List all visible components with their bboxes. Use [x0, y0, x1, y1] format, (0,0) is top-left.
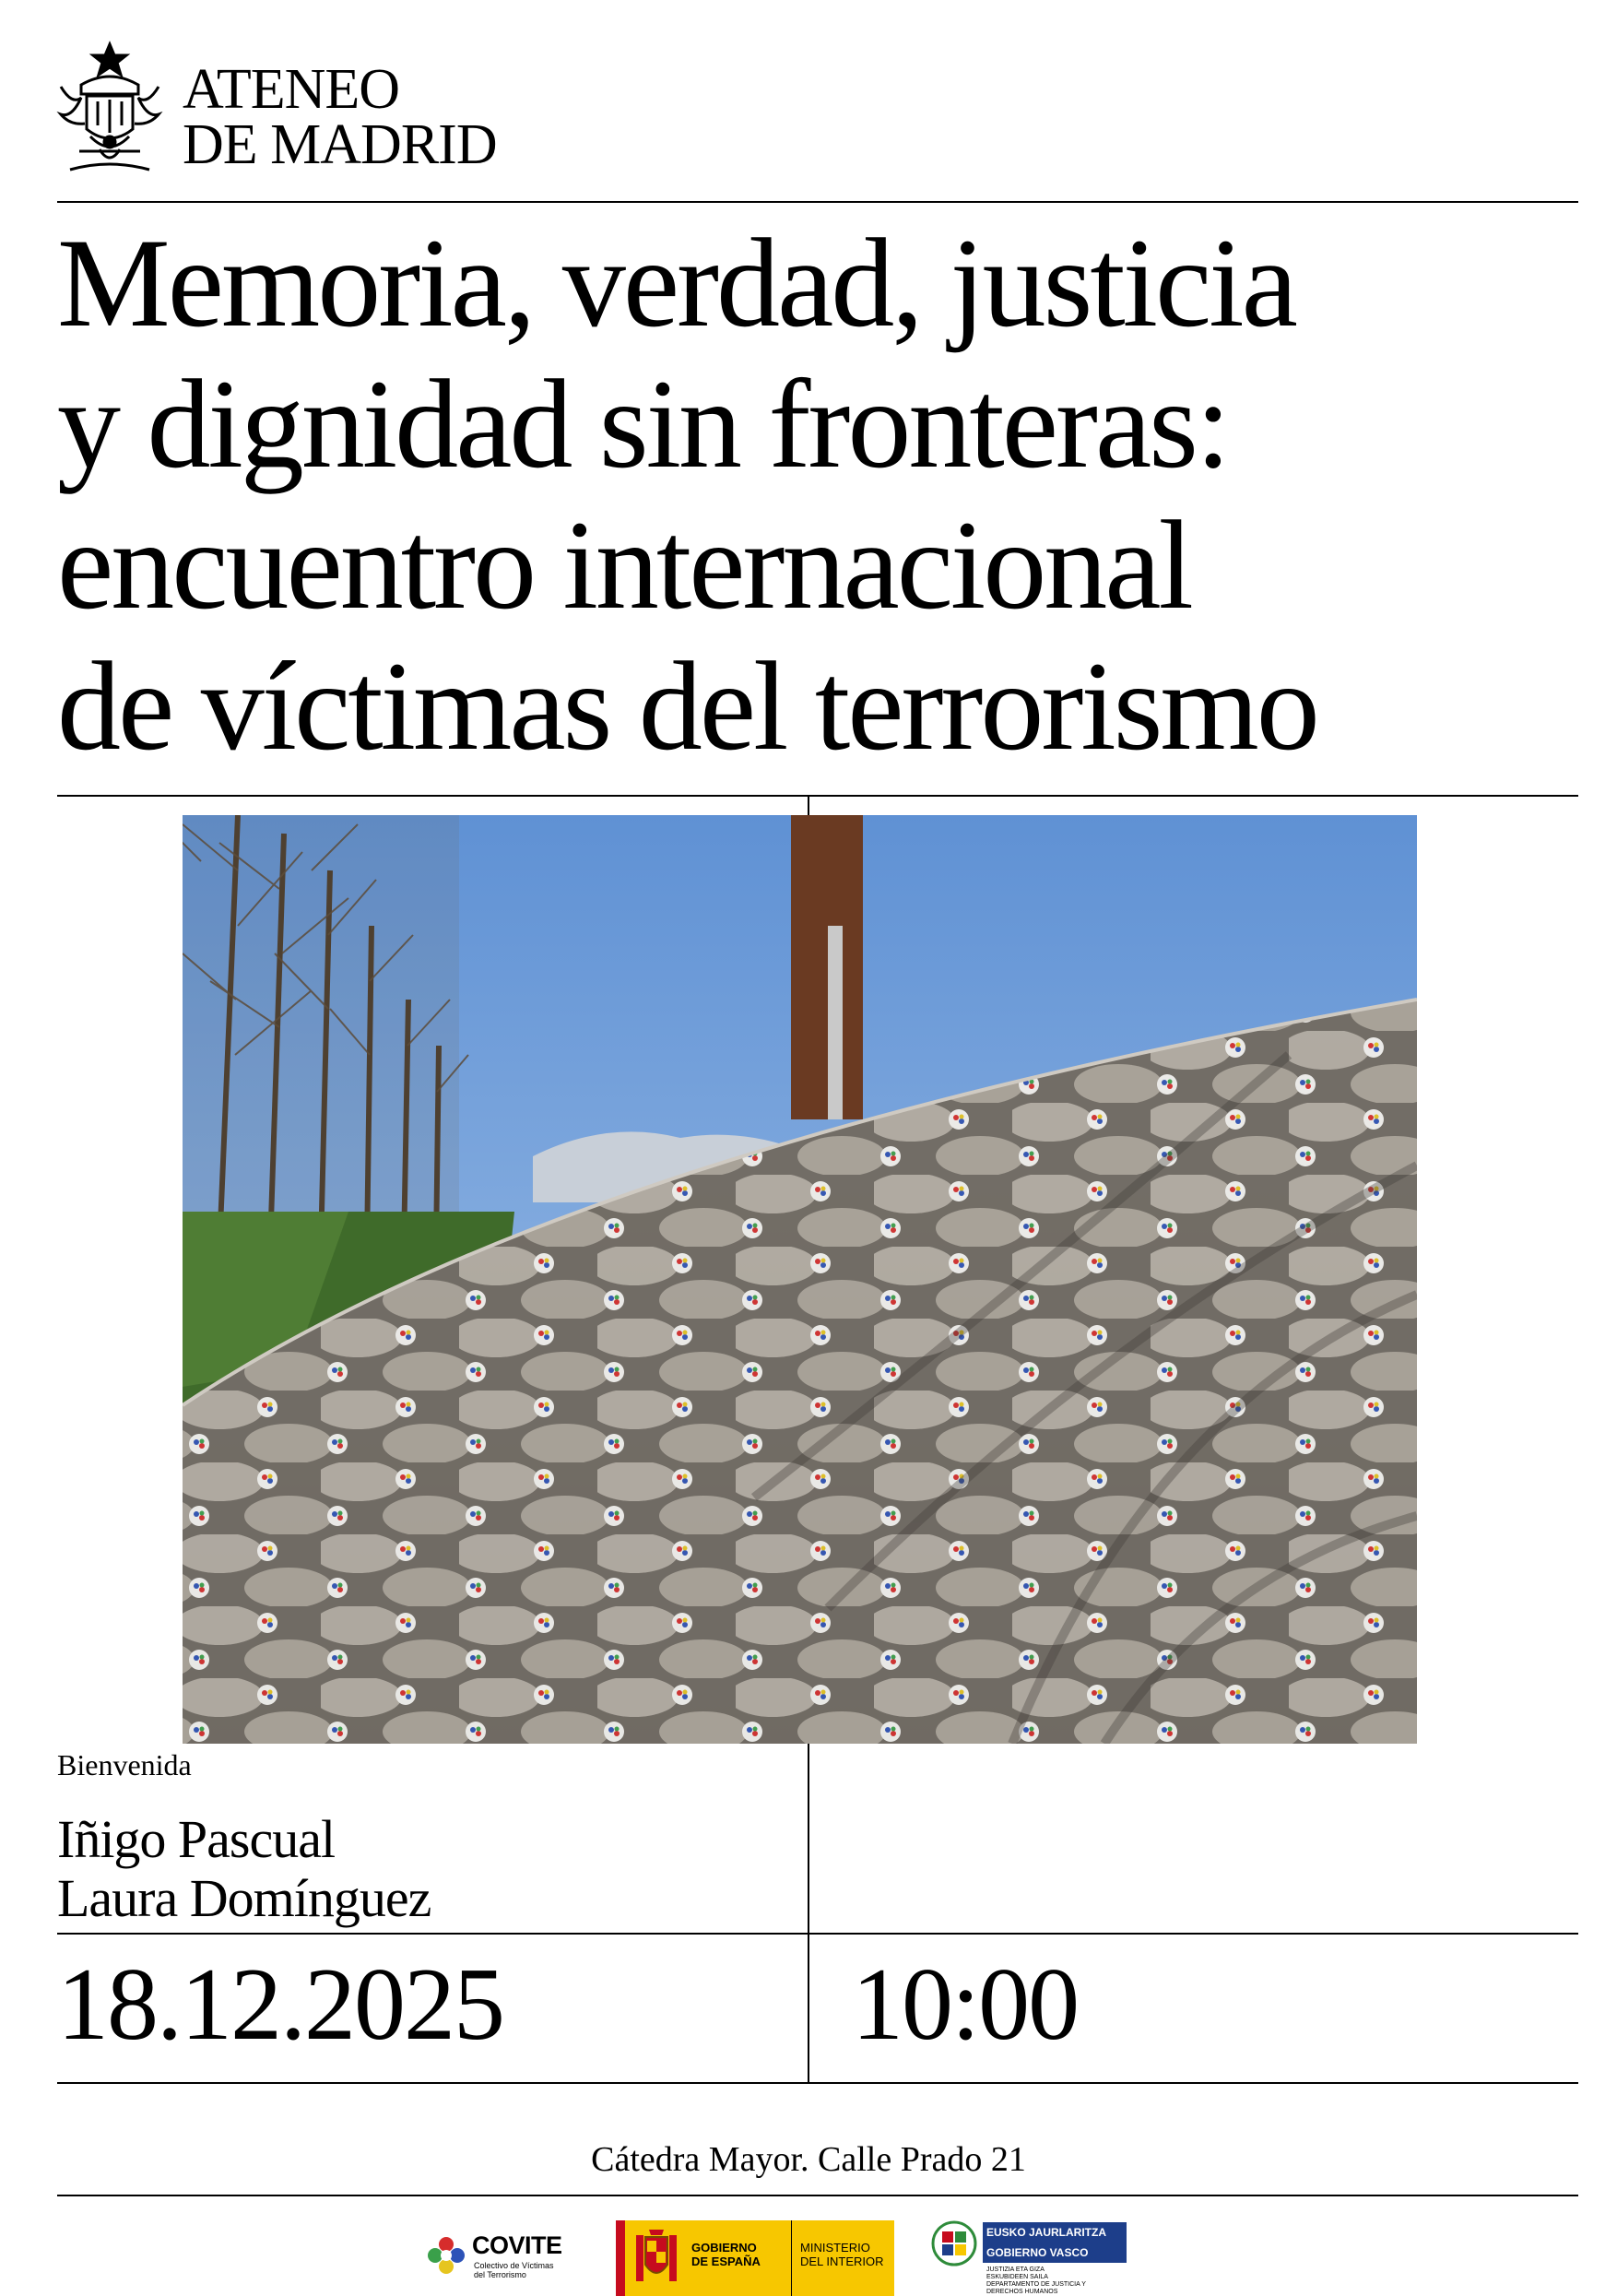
basque-dept-line3: DEPARTAMENTO DE JUSTICIA Y — [986, 2281, 1086, 2288]
ministry-line1: MINISTERIO — [800, 2241, 870, 2255]
spain-flag-stripe — [616, 2220, 625, 2296]
basque-dept-line2: ESKUBIDEEN SAILA — [986, 2274, 1048, 2280]
basque-emblem-icon — [931, 2220, 977, 2266]
spain-coat-of-arms-icon — [632, 2228, 680, 2289]
center-tick-top — [808, 795, 809, 815]
gobierno-vasco-logo — [931, 2220, 1134, 2296]
ateneo-crest-logo — [53, 41, 166, 179]
title-line-1: Memoria, verdad, justicia — [57, 212, 1295, 353]
covite-subtitle-line2: del Terrorismo — [474, 2270, 526, 2279]
welcome-label: Bienvenida — [57, 1748, 192, 1781]
basque-dept-line4: DERECHOS HUMANOS — [986, 2289, 1058, 2295]
gobierno-espana-text — [691, 2241, 761, 2268]
institution-name-line2: DE MADRID — [183, 113, 497, 176]
gobierno-espana-logo — [616, 2220, 894, 2296]
covite-logo — [424, 2231, 581, 2287]
event-time: 10:00 — [852, 1947, 1079, 2062]
event-title — [57, 212, 1587, 776]
gobierno-espana-line2: DE ESPAÑA — [691, 2255, 761, 2268]
event-venue: Cátedra Mayor. Calle Prado 21 — [591, 2140, 1026, 2179]
basque-department — [986, 2266, 1086, 2296]
center-divider — [808, 1744, 809, 2083]
title-line-4: de víctimas del terrorismo — [57, 635, 1317, 776]
covite-flower-icon — [424, 2233, 468, 2278]
divider-above-date — [57, 1933, 1578, 1935]
ministry-line2: DEL INTERIOR — [800, 2255, 884, 2268]
ministry-text — [800, 2241, 884, 2268]
divider-above-sponsors — [57, 2195, 1578, 2196]
divider-top — [57, 201, 1578, 203]
title-line-3: encuentro internacional — [57, 494, 1191, 635]
basque-dept-line1: JUSTIZIA ETA GIZA — [986, 2266, 1045, 2273]
basque-gov-line1: EUSKO JAURLARITZA — [983, 2222, 1127, 2243]
ministry-divider — [791, 2220, 792, 2296]
gobierno-espana-line1: GOBIERNO — [691, 2241, 757, 2255]
memorial-photo — [183, 815, 1417, 1744]
event-date: 18.12.2025 — [57, 1947, 503, 2062]
divider-above-venue — [57, 2082, 1578, 2084]
covite-subtitle — [474, 2261, 554, 2279]
speaker-name-2: Laura Domínguez — [57, 1868, 431, 1928]
covite-subtitle-line1: Colectivo de Víctimas — [474, 2261, 554, 2270]
institution-name-line1: ATENEO — [183, 58, 400, 121]
divider-under-title — [57, 795, 1578, 797]
covite-name: COVITE — [472, 2231, 562, 2259]
basque-gov-line2: GOBIERNO VASCO — [983, 2243, 1127, 2263]
title-line-2: y dignidad sin fronteras: — [57, 353, 1229, 494]
speaker-name-1: Iñigo Pascual — [57, 1809, 336, 1869]
